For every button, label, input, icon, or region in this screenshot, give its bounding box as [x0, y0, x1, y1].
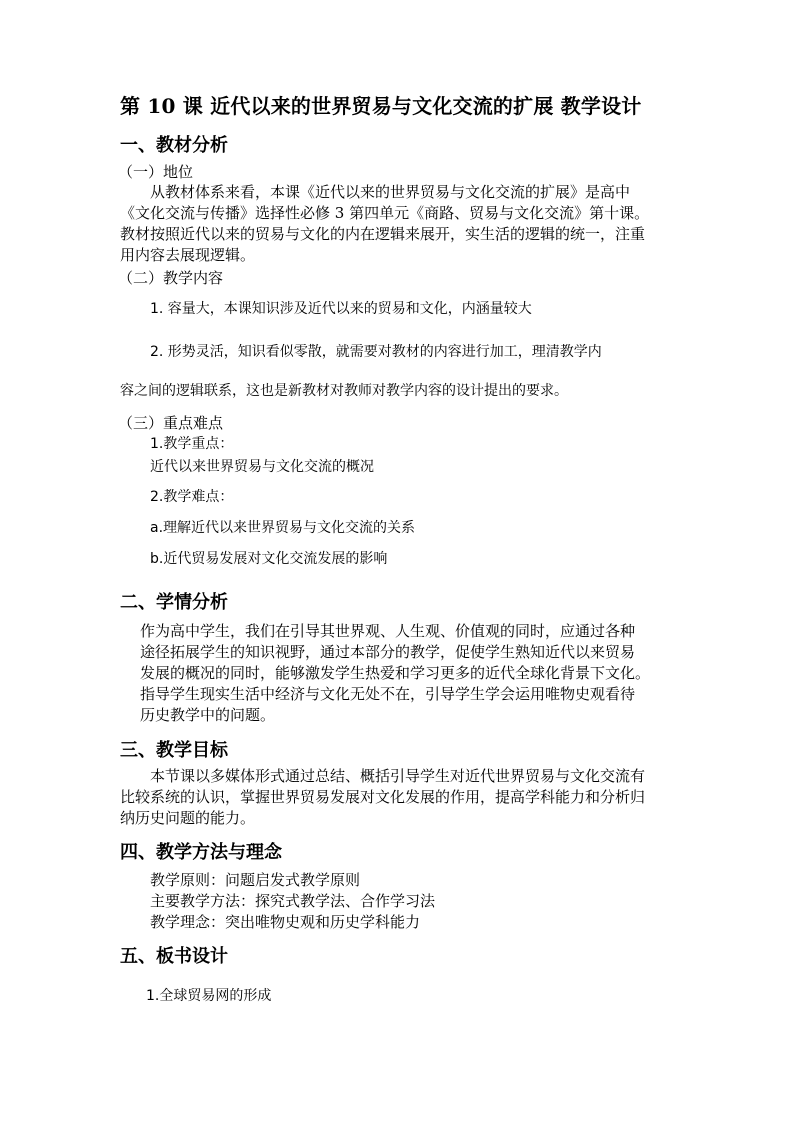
section-heading-board-design: 五、板书设计 — [120, 946, 228, 967]
student-analysis-paragraph — [140, 621, 650, 726]
section-heading-student-analysis: 二、学情分析 — [120, 592, 228, 613]
paragraph-line: 历史教学中的问题。 — [140, 706, 276, 724]
document-title: 第 10 课 近代以来的世界贸易与文化交流的扩展 教学设计 — [120, 94, 642, 118]
key-point-label: 1.教学重点： — [150, 436, 234, 452]
content-item-1: 1. 容量大，本课知识涉及近代以来的贸易和文化，内涵量较大 — [150, 301, 532, 317]
paragraph-line: 指导学生现实生活中经济与文化无处不在，引导学生学会运用唯物史观看待 — [140, 685, 636, 703]
method-line: 教学理念：突出唯物史观和历史学科能力 — [150, 913, 421, 931]
board-item-1: 1.全球贸易网的形成 — [146, 988, 272, 1004]
methods-list — [150, 870, 435, 933]
paragraph-line: 纳历史问题的能力。 — [120, 809, 256, 827]
paragraph-line: 比较系统的认识，掌握世界贸易发展对文化发展的作用，提高学科能力和分析归 — [120, 788, 646, 806]
paragraph-line: 作为高中学生，我们在引导其世界观、人生观、价值观的同时，应通过各种 — [140, 622, 636, 640]
method-line: 主要教学方法：探究式教学法、合作学习法 — [150, 892, 436, 910]
subheading-key-difficult: （三）重点难点 — [118, 414, 224, 432]
difficult-point-b: b.近代贸易发展对文化交流发展的影响 — [150, 551, 388, 567]
position-paragraph — [120, 182, 649, 266]
teaching-goals-paragraph — [120, 766, 645, 829]
paragraph-line: 发展的概况的同时，能够激发学生热爱和学习更多的近代全球化背景下文化。 — [140, 664, 651, 682]
section-heading-teaching-goals: 三、教学目标 — [120, 740, 228, 761]
section-heading-textbook-analysis: 一、教材分析 — [120, 135, 228, 156]
difficult-point-label: 2.教学难点： — [150, 489, 234, 505]
paragraph-line: 途径拓展学生的知识视野，通过本部分的教学，促使学生熟知近代以来贸易 — [140, 643, 636, 661]
difficult-point-a: a.理解近代以来世界贸易与文化交流的关系 — [150, 520, 416, 536]
paragraph-line: 教材按照近代以来的贸易与文化的内在逻辑来展开，实生活的逻辑的统一，注重 — [120, 225, 646, 243]
method-line: 教学原则：问题启发式教学原则 — [150, 871, 361, 889]
section-heading-methods: 四、教学方法与理念 — [120, 842, 282, 863]
paragraph-line: 《文化交流与传播》选择性必修 3 第四单元《商路、贸易与文化交流》第十课。 — [120, 204, 650, 222]
subheading-position: （一）地位 — [118, 163, 194, 181]
paragraph-line: 本节课以多媒体形式通过总结、概括引导学生对近代世界贸易与文化交流有 — [150, 767, 646, 785]
key-point-text: 近代以来世界贸易与文化交流的概况 — [150, 459, 374, 475]
paragraph-line: 从教材体系来看，本课《近代以来的世界贸易与文化交流的扩展》是高中 — [150, 183, 631, 201]
paragraph-line: 用内容去展现逻辑。 — [120, 246, 256, 264]
content-item-2: 2. 形势灵活，知识看似零散，就需要对教材的内容进行加工，理清教学内 — [150, 344, 602, 360]
content-item-2-continued: 容之间的逻辑联系，这也是新教材对教师对教学内容的设计提出的要求。 — [120, 383, 568, 399]
subheading-teaching-content: （二）教学内容 — [118, 269, 224, 287]
